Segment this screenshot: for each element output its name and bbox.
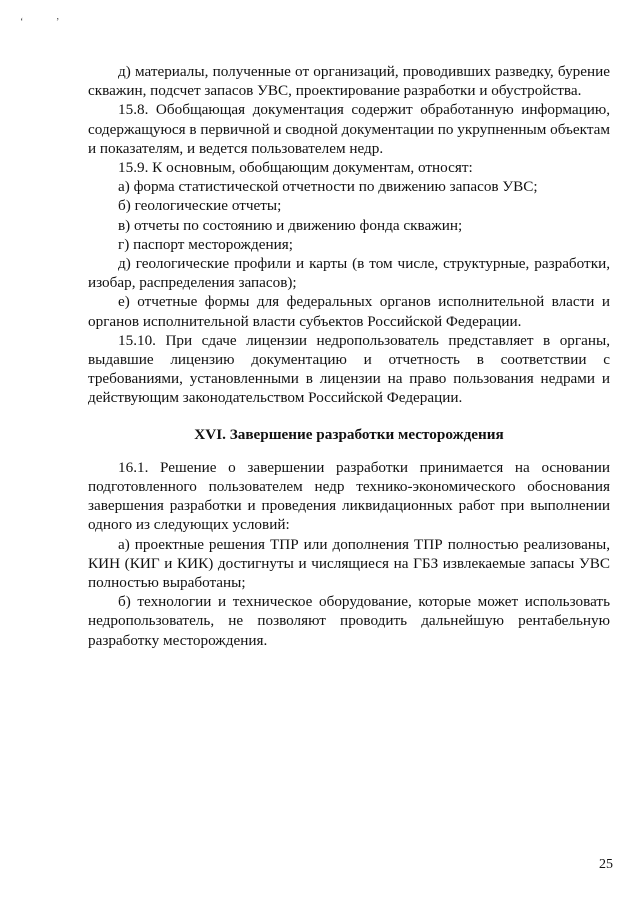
paragraph-15-10: 15.10. При сдаче лицензии недропользователь представляет в органы, выдавшие лицензию документацию и отчетность в соответствии с требованиями, установленными в лицензии на право пользования недрами и действующим законодательством Российской Федерации.: [88, 331, 610, 407]
condition-b: б) технологии и техническое оборудование, которые может использовать недропользователь, не позволяют проводить дальнейшую рентабельную разработку месторождения.: [88, 593, 610, 649]
list-item-e: е) отчетные формы для федеральных органов исполнительной власти и органов исполнительной власти субъектов Российской Федерации.: [88, 293, 610, 330]
document-body: [88, 62, 610, 650]
list-item-g: г) паспорт месторождения;: [118, 235, 293, 253]
paragraph-15-8: 15.8. Обобщающая документация содержит обработанную информацию, содержащуюся в первичной и сводной документации по укрупненным объектам и показателям, и ведется пользователем недр.: [88, 101, 610, 157]
scan-mark-middle: ’: [56, 17, 60, 28]
paragraph-16-1: 16.1. Решение о завершении разработки принимается на основании подготовленного пользователем недр технико-экономического обоснования завершения разработки и проведения ликвидационных работ при выполнении одного из следующих условий:: [88, 458, 610, 534]
list-item-v: в) отчеты по состоянию и движению фонда скважин;: [118, 216, 463, 234]
list-item-b: б) геологические отчеты;: [118, 197, 282, 215]
list-item-d: д) геологические профили и карты (в том числе, структурные, разработки, изобар, распределения запасов);: [88, 255, 610, 292]
paragraph-15-9: 15.9. К основным, обобщающим документам, относят:: [118, 159, 473, 177]
scan-mark-left: ‘: [20, 17, 24, 28]
paragraph-materials: д) материалы, полученные от организаций, проводивших разведку, бурение скважин, подсчет запасов УВС, проектирование разработки и обустройства.: [88, 63, 610, 100]
list-item-a: а) форма статистической отчетности по движению запасов УВС;: [118, 178, 538, 196]
page-number: 25: [599, 857, 613, 872]
condition-a: а) проектные решения ТПР или дополнения ТПР полностью реализованы, КИН (КИГ и КИК) достигнуты и числящиеся на ГБЗ извлекаемые запасы УВС полностью выработаны;: [88, 535, 610, 592]
section-heading: XVI. Завершение разработки месторождения: [194, 425, 504, 443]
